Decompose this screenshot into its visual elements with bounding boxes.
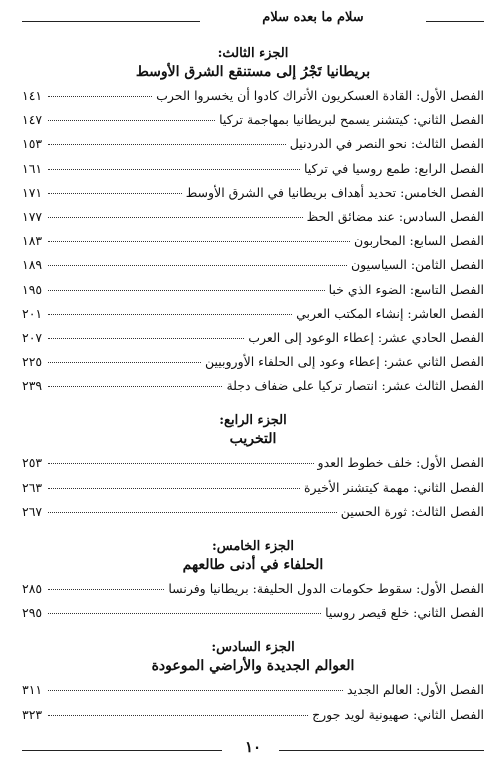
toc-entry[interactable]: [22, 581, 484, 605]
part-heading: [22, 413, 484, 447]
chapter-page: ٢٦٧: [22, 503, 43, 519]
chapter-title: الفصل الثاني: صهيونية لويد جورج: [312, 706, 484, 722]
dot-leader: [48, 290, 325, 291]
dot-leader: [48, 362, 201, 363]
chapter-title: الفصل الثالث عشر: انتصار تركيا على ضفاف دجلة: [226, 378, 484, 394]
dot-leader: [48, 463, 314, 464]
part-label: الجزء الرابع:: [219, 413, 287, 429]
running-header-title: سلام ما بعده سلام: [262, 10, 364, 25]
chapter-page: ١٨٣: [22, 233, 43, 249]
footer-rule-right: [279, 750, 484, 751]
chapter-page: ١٤١: [22, 88, 43, 103]
running-header: [22, 6, 484, 34]
chapter-page: ١٦١: [22, 160, 43, 176]
chapter-page: ٢٢٥: [22, 354, 43, 370]
toc-entry[interactable]: [22, 209, 484, 233]
footer-rule-left: [22, 750, 222, 751]
chapter-title: الفصل العاشر: إنشاء المكتب العربي: [296, 305, 484, 321]
chapter-page: ٢٥٣: [22, 455, 43, 471]
chapter-title: الفصل الرابع: طمع روسيا في تركيا: [303, 160, 484, 176]
part-title: العوالم الجديدة والأراضي الموعودة: [151, 658, 355, 675]
toc-entry[interactable]: [22, 112, 484, 136]
dot-leader: [48, 613, 321, 614]
chapter-title: الفصل الحادي عشر: إعطاء الوعود إلى العرب: [248, 329, 484, 345]
toc-entry[interactable]: [22, 480, 484, 504]
dot-leader: [48, 169, 300, 170]
chapter-title: الفصل الثاني: مهمة كيتشنر الأخيرة: [303, 479, 484, 495]
toc-entry[interactable]: [22, 185, 484, 209]
chapter-title: الفصل الثاني: كيتشنر يسمح لبريطانيا بمهاجمة تركيا: [219, 112, 484, 128]
toc-entry[interactable]: [22, 233, 484, 257]
toc-entry[interactable]: [22, 707, 484, 731]
chapter-title: الفصل الخامس: تحديد أهداف بريطانيا في الشرق الأوسط: [185, 184, 484, 200]
chapter-title: الفصل التاسع: الضوء الذي خبا: [328, 281, 484, 297]
part-heading: [22, 46, 484, 80]
chapter-title: الفصل الثامن: السياسيون: [350, 257, 484, 273]
dot-leader: [48, 193, 182, 194]
page-footer: [22, 736, 484, 764]
chapter-page: ١٧٧: [22, 208, 43, 224]
chapter-title: الفصل الثاني عشر: إعطاء وعود إلى الحلفاء الأوروبيين: [204, 354, 484, 370]
toc-entry[interactable]: [22, 504, 484, 528]
toc-entry[interactable]: [22, 88, 484, 112]
dot-leader: [48, 512, 337, 513]
chapter-title: الفصل الثاني: خلع قيصر روسيا: [325, 605, 484, 621]
dot-leader: [48, 715, 308, 716]
chapter-page: ٢٠١: [22, 305, 43, 321]
chapter-page: ٢٦٣: [22, 479, 43, 495]
toc-entry[interactable]: [22, 605, 484, 629]
chapter-page: ٢٠٧: [22, 329, 43, 345]
dot-leader: [48, 690, 343, 691]
dot-leader: [48, 265, 347, 266]
chapter-page: ٣٢٣: [22, 706, 43, 722]
chapter-page: ١٤٧: [22, 112, 43, 128]
chapter-title: الفصل الثالث: نحو النصر في الدردنيل: [289, 136, 484, 152]
chapter-page: ٢٣٩: [22, 378, 43, 394]
chapter-page: ٢٩٥: [22, 605, 43, 621]
header-rule-left: [22, 21, 200, 22]
chapter-page: ١٧١: [22, 184, 43, 200]
page-number: ١٠: [244, 738, 262, 756]
dot-leader: [48, 488, 300, 489]
dot-leader: [48, 314, 292, 315]
table-of-contents: [22, 44, 484, 731]
toc-entry[interactable]: [22, 330, 484, 354]
part-label: الجزء السادس:: [211, 640, 295, 656]
dot-leader: [48, 144, 286, 145]
dot-leader: [48, 217, 303, 218]
toc-entry[interactable]: [22, 682, 484, 706]
header-rule-right: [426, 21, 484, 22]
chapter-title: الفصل الأول: سقوط حكومات الدول الحليفة: بريطانيا وفرنسا: [168, 581, 484, 596]
toc-entry[interactable]: [22, 161, 484, 185]
dot-leader: [48, 120, 215, 121]
part-title: التخريب: [229, 431, 277, 448]
part-label: الجزء الثالث:: [217, 46, 289, 61]
chapter-title: الفصل الأول: القادة العسكريون الأتراك كادوا أن يخسروا الحرب: [156, 88, 484, 103]
part-label: الجزء الخامس:: [211, 539, 295, 554]
toc-entry[interactable]: [22, 257, 484, 281]
chapter-page: ٢٨٥: [22, 581, 43, 596]
chapter-page: ٣١١: [22, 682, 43, 698]
part-heading: [22, 539, 484, 573]
dot-leader: [48, 96, 152, 97]
dot-leader: [48, 589, 164, 590]
part-title: بريطانيا تَجْرُ إلى مستنقع الشرق الأوسط: [135, 64, 371, 80]
chapter-page: ١٨٩: [22, 257, 43, 273]
toc-entry[interactable]: [22, 136, 484, 160]
toc-entry[interactable]: [22, 455, 484, 479]
toc-entry[interactable]: [22, 378, 484, 402]
toc-entry[interactable]: [22, 282, 484, 306]
part-title: الحلفاء في أدنى طالعهم: [182, 557, 324, 573]
dot-leader: [48, 338, 244, 339]
chapter-title: الفصل الثالث: ثورة الحسين: [340, 503, 484, 519]
chapter-title: الفصل السابع: المحاربون: [354, 233, 484, 249]
chapter-page: ١٥٣: [22, 136, 43, 152]
toc-entry[interactable]: [22, 306, 484, 330]
dot-leader: [48, 241, 350, 242]
chapter-title: الفصل الأول: العالم الجديد: [347, 682, 484, 698]
chapter-title: الفصل الأول: خلف خطوط العدو: [317, 455, 484, 471]
chapter-page: ١٩٥: [22, 281, 43, 297]
chapter-title: الفصل السادس: عند مضائق الحظ: [306, 208, 484, 224]
toc-entry[interactable]: [22, 354, 484, 378]
part-heading: [22, 640, 484, 674]
dot-leader: [48, 386, 222, 387]
